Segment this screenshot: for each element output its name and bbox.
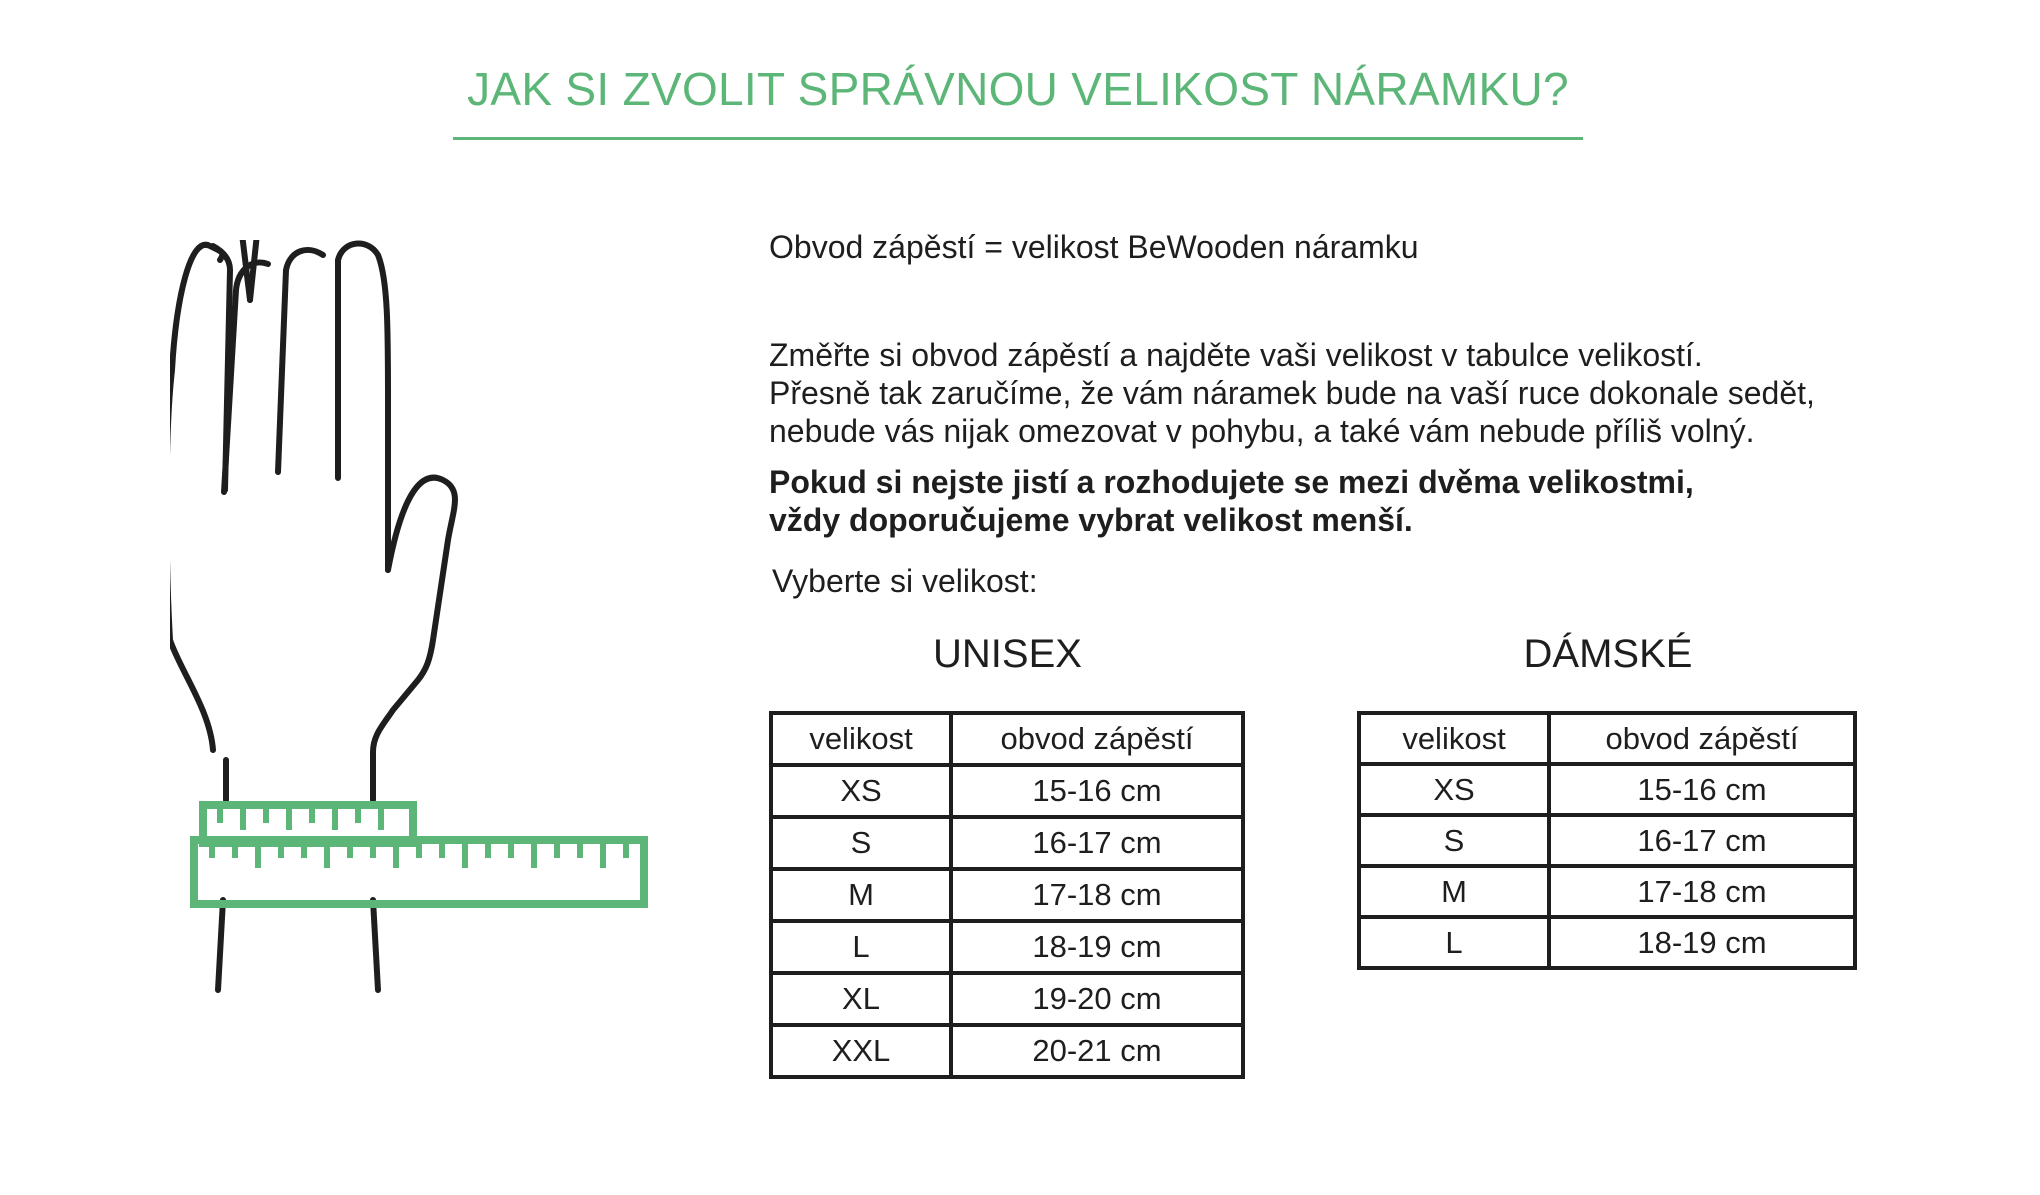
unisex-table-title: UNISEX <box>933 632 1082 676</box>
ladies-table-title: DÁMSKÉ <box>1523 632 1693 676</box>
table-row <box>771 1025 1243 1077</box>
circumference-cell: 18-19 cm <box>1549 917 1855 968</box>
intro-line: Změřte si obvod zápěstí a najděte vaši velikost v tabulce velikostí. <box>769 337 1703 373</box>
ladies-size-table <box>1357 711 1857 970</box>
table-row <box>771 869 1243 921</box>
table-row <box>1359 866 1855 917</box>
table-row <box>771 921 1243 973</box>
table-header-row <box>771 713 1243 765</box>
note-line: vždy doporučujeme vybrat velikost menší. <box>769 502 1413 538</box>
size-cell: S <box>1359 815 1549 866</box>
intro-paragraph <box>769 336 2009 450</box>
circumference-cell: 18-19 cm <box>951 921 1243 973</box>
unisex-size-table <box>769 711 1245 1079</box>
size-cell: L <box>1359 917 1549 968</box>
circumference-cell: 16-17 cm <box>1549 815 1855 866</box>
header-size: velikost <box>1359 713 1549 764</box>
size-cell: XS <box>1359 764 1549 815</box>
table-row <box>1359 764 1855 815</box>
recommendation-note <box>769 463 2009 539</box>
circumference-cell: 17-18 cm <box>951 869 1243 921</box>
header-circumference: obvod zápěstí <box>1549 713 1855 764</box>
header-circumference: obvod zápěstí <box>951 713 1243 765</box>
circumference-cell: 15-16 cm <box>1549 764 1855 815</box>
size-cell: M <box>771 869 951 921</box>
hand-outline <box>170 240 341 750</box>
table-row <box>771 973 1243 1025</box>
circumference-cell: 20-21 cm <box>951 1025 1243 1077</box>
formula-text: Obvod zápěstí = velikost BeWooden náramku <box>769 229 1419 265</box>
size-cell: L <box>771 921 951 973</box>
title-underline <box>453 137 1583 140</box>
page-title: JAK SI ZVOLIT SPRÁVNOU VELIKOST NÁRAMKU? <box>467 63 1569 115</box>
table-row <box>1359 917 1855 968</box>
table-row <box>771 765 1243 817</box>
circumference-cell: 15-16 cm <box>951 765 1243 817</box>
table-row <box>1359 815 1855 866</box>
hand-with-ruler-icon <box>170 240 660 1000</box>
size-cell: XXL <box>771 1025 951 1077</box>
intro-line: nebude vás nijak omezovat v pohybu, a také vám nebude příliš volný. <box>769 413 1755 449</box>
size-cell: M <box>1359 866 1549 917</box>
size-cell: S <box>771 817 951 869</box>
circumference-cell: 17-18 cm <box>1549 866 1855 917</box>
note-line: Pokud si nejste jistí a rozhodujete se mezi dvěma velikostmi, <box>769 464 1694 500</box>
header-size: velikost <box>771 713 951 765</box>
size-cell: XL <box>771 973 951 1025</box>
choose-size-label: Vyberte si velikost: <box>772 563 1038 599</box>
size-cell: XS <box>771 765 951 817</box>
circumference-cell: 19-20 cm <box>951 973 1243 1025</box>
intro-line: Přesně tak zaručíme, že vám náramek bude na vaší ruce dokonale sedět, <box>769 375 1815 411</box>
table-row <box>771 817 1243 869</box>
circumference-cell: 16-17 cm <box>951 817 1243 869</box>
table-header-row <box>1359 713 1855 764</box>
